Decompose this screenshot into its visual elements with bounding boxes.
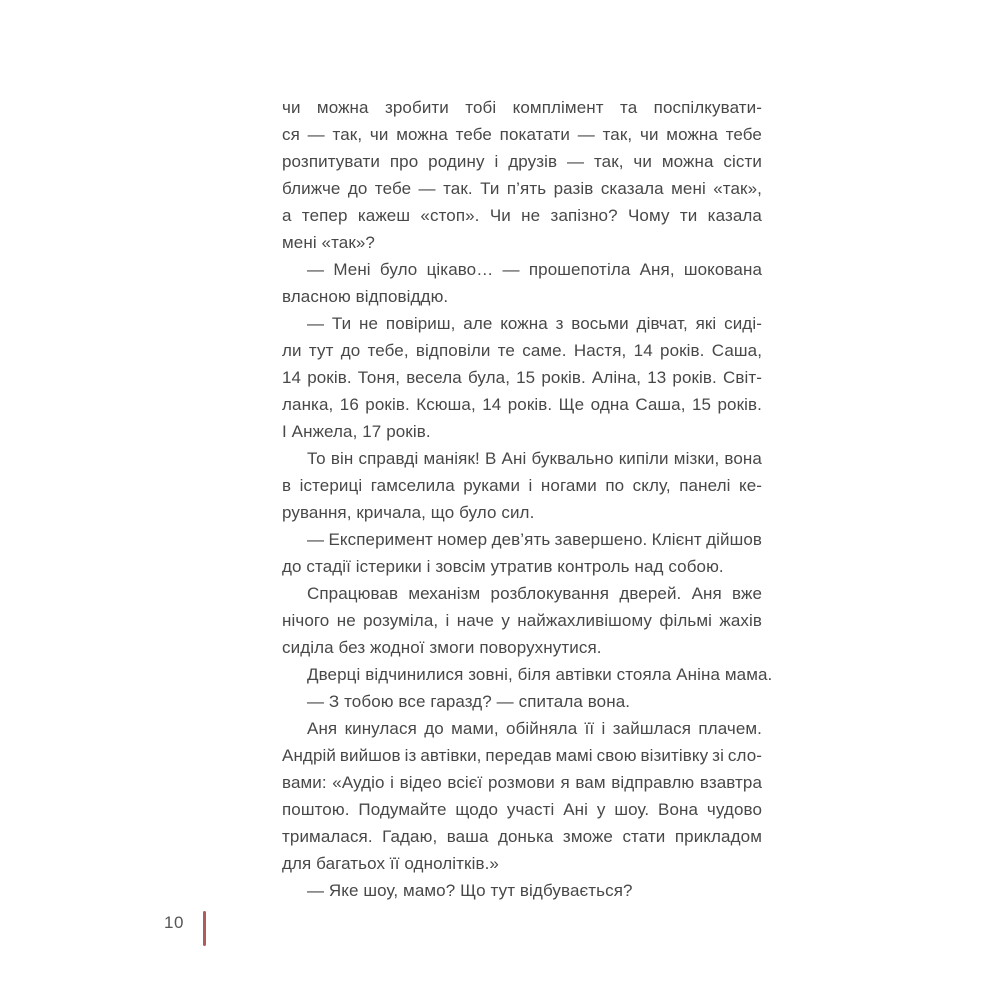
text-line: ланка, 16 років. Ксюша, 14 років. Ще одна Саша, 15 років. — [282, 395, 762, 414]
text-line: Андрій вийшов із автівки, передав мамі свою візитівку зі сло- — [282, 746, 763, 765]
text-line: чи можна зробити тобі комплімент та поспілкувати- — [282, 98, 762, 117]
text-line: — Ти не повіриш, але кожна з восьми дівчат, які сиді- — [307, 314, 762, 333]
text-line: мені «так»? — [282, 233, 375, 252]
text-line: — З тобою все гаразд? — спитала вона. — [307, 692, 631, 711]
body-text — [282, 94, 773, 904]
text-line: Спрацював механізм розблокування дверей. Аня вже — [307, 584, 763, 603]
text-line: в істериці гамселила руками і ногами по склу, панелі ке- — [282, 476, 763, 495]
text-line: сиділа без жодної змоги поворухнутися. — [282, 638, 602, 657]
text-line: власною відповіддю. — [282, 287, 449, 306]
page-number: 10 — [164, 913, 184, 932]
footer-accent-rule — [203, 911, 206, 946]
text-line: для багатьох її однолітків.» — [282, 854, 499, 873]
text-line: рування, кричала, що було сил. — [282, 503, 535, 522]
text-line: нічого не розуміла, і наче у найжахливішому фільмі жахів — [282, 611, 762, 630]
text-line: І Анжела, 17 років. — [282, 422, 431, 441]
text-line: трималася. Гадаю, ваша донька зможе стати прикладом — [282, 827, 762, 846]
text-line: То він справді маніяк! В Ані буквально кипіли мізки, вона — [307, 449, 762, 468]
text-line: ся — так, чи можна тебе покатати — так, чи можна тебе — [282, 125, 762, 144]
text-line: — Мені було цікаво… — прошепотіла Аня, шокована — [307, 260, 762, 279]
text-line: а тепер кажеш «стоп». Чи не запізно? Чому ти казала — [282, 206, 762, 225]
text-line: вами: «Аудіо і відео всієї розмови я вам відправлю взавтра — [282, 773, 763, 792]
text-line: 14 років. Тоня, весела була, 15 років. Аліна, 13 років. Світ- — [282, 368, 762, 387]
text-line: до стадії істерики і зовсім утратив контроль над собою. — [282, 557, 724, 576]
text-line: — Яке шоу, мамо? Що тут відбувається? — [307, 881, 633, 900]
text-line: розпитувати про родину і друзів — так, чи можна сісти — [282, 152, 762, 171]
text-line: ближче до тебе — так. Ти п’ять разів сказала мені «так», — [282, 179, 762, 198]
text-line: Аня кинулася до мами, обійняла її і зайшлася плачем. — [307, 719, 762, 738]
text-line: ли тут до тебе, відповіли те саме. Настя, 14 років. Саша, — [282, 341, 763, 360]
text-line: — Експеримент номер дев’ять завершено. Клієнт дійшов — [307, 530, 763, 549]
text-line: Дверці відчинилися зовні, біля автівки стояла Аніна мама. — [307, 665, 773, 684]
text-line: поштою. Подумайте щодо участі Ані у шоу. Вона чудово — [282, 800, 762, 819]
